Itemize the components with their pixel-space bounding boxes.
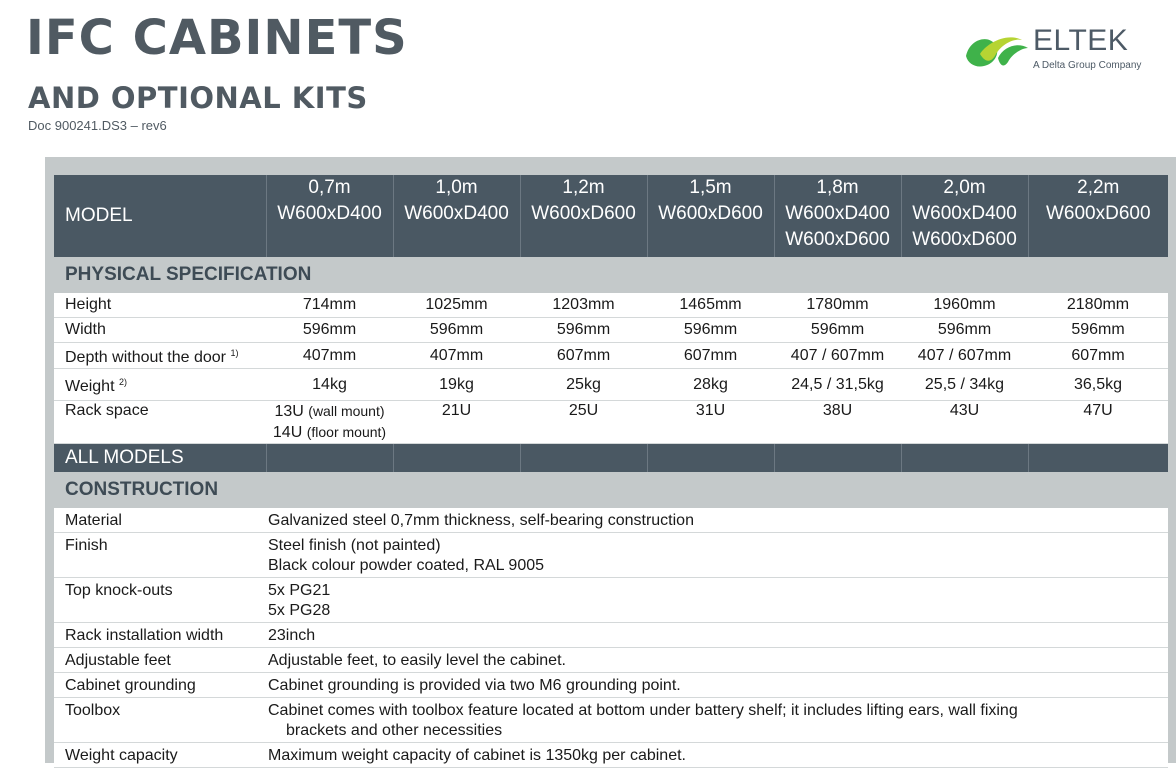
cell: 1025mm: [393, 293, 520, 318]
cell: 714mm: [266, 293, 393, 318]
cell: 36,5kg: [1028, 369, 1168, 401]
cell-line: 23inch: [268, 627, 316, 644]
logo-brand-text: ELTEK: [1033, 24, 1129, 57]
cell: 596mm: [393, 318, 520, 343]
cell: 25,5 / 34kg: [901, 369, 1028, 401]
cell-line: brackets and other necessities: [286, 722, 503, 739]
eltek-logo: [962, 24, 1162, 74]
table-row: [54, 508, 1168, 533]
cell: [266, 508, 1168, 533]
all-models-row: [54, 444, 1168, 473]
model-label: MODEL: [54, 175, 266, 257]
cell: 407 / 607mm: [774, 343, 901, 369]
empty-cell: [520, 444, 647, 473]
cell: 25U: [520, 401, 647, 444]
model-dims: W600xD400: [785, 203, 890, 224]
model-col: [774, 175, 901, 257]
model-dims: W600xD600: [531, 203, 636, 224]
cell: [266, 623, 1168, 648]
footnote-marker: 2): [118, 377, 127, 387]
cell: 607mm: [647, 343, 774, 369]
cell: 19kg: [393, 369, 520, 401]
model-dims: W600xD400: [277, 203, 382, 224]
model-col: [520, 175, 647, 257]
table-row: [54, 318, 1168, 343]
cell-line: Maximum weight capacity of cabinet is 1350kg per cabinet.: [268, 747, 686, 764]
cell: 28kg: [647, 369, 774, 401]
row-label: Adjustable feet: [54, 648, 266, 673]
logo-tagline: A Delta Group Company: [1033, 60, 1142, 71]
cell: 1203mm: [520, 293, 647, 318]
empty-cell: [393, 444, 520, 473]
cell: 1960mm: [901, 293, 1028, 318]
model-col: [1028, 175, 1168, 257]
cell: 43U: [901, 401, 1028, 444]
empty-cell: [647, 444, 774, 473]
row-label-cell: [54, 343, 266, 369]
cell: [266, 673, 1168, 698]
table-row: [54, 673, 1168, 698]
table-row: [54, 578, 1168, 623]
model-size: 1,2m: [562, 177, 605, 198]
cell: 607mm: [520, 343, 647, 369]
cell: 38U: [774, 401, 901, 444]
cell-line: 5x PG28: [268, 602, 331, 619]
model-dims: W600xD400: [912, 203, 1017, 224]
cell: 1465mm: [647, 293, 774, 318]
model-dims: W600xD600: [658, 203, 763, 224]
cell-line: Cabinet grounding is provided via two M6 grounding point.: [268, 677, 681, 694]
model-col: [901, 175, 1028, 257]
row-label: Material: [54, 508, 266, 533]
spec-table: [54, 175, 1168, 768]
model-size: 2,2m: [1077, 177, 1120, 198]
table-row: [54, 623, 1168, 648]
model-dims: W600xD600: [912, 229, 1017, 250]
table-row: [54, 743, 1168, 768]
rack-note: (wall mount): [308, 403, 385, 419]
model-size: 1,5m: [689, 177, 732, 198]
cell: 21U: [393, 401, 520, 444]
cell: 31U: [647, 401, 774, 444]
empty-cell: [1028, 444, 1168, 473]
cell: [266, 401, 393, 444]
cell-line: Cabinet comes with toolbox feature located at bottom under battery shelf; it includes lifting ears, wall fixing: [268, 702, 1018, 719]
row-label: Cabinet grounding: [54, 673, 266, 698]
cell-line: Black colour powder coated, RAL 9005: [268, 557, 545, 574]
cell: 596mm: [1028, 318, 1168, 343]
cell: [266, 533, 1168, 578]
row-label: Finish: [54, 533, 266, 578]
cell: 2180mm: [1028, 293, 1168, 318]
model-dims: W600xD400: [404, 203, 509, 224]
cell: 596mm: [774, 318, 901, 343]
table-row: [54, 533, 1168, 578]
row-label: Rack installation width: [54, 623, 266, 648]
row-label: Weight: [65, 378, 115, 395]
empty-cell: [266, 444, 393, 473]
cell: [266, 578, 1168, 623]
table-row: [54, 698, 1168, 743]
cell: 407 / 607mm: [901, 343, 1028, 369]
table-row: [54, 343, 1168, 369]
rack-line: [266, 422, 393, 443]
physical-section-title: PHYSICAL SPECIFICATION: [54, 257, 1168, 293]
cell-line: Steel finish (not painted): [268, 537, 441, 554]
row-label: Top knock-outs: [54, 578, 266, 623]
model-dims: W600xD600: [1045, 203, 1151, 224]
model-size: 1,0m: [435, 177, 478, 198]
rack-value: 14U: [272, 424, 303, 441]
rack-line: [266, 401, 393, 422]
eltek-swirl-icon: [962, 24, 1032, 74]
model-size: 1,8m: [816, 177, 859, 198]
cell: 24,5 / 31,5kg: [774, 369, 901, 401]
cell: 407mm: [393, 343, 520, 369]
row-label: Rack space: [54, 401, 266, 444]
rack-value: 13U: [274, 403, 304, 420]
cell: 1780mm: [774, 293, 901, 318]
model-col: [266, 175, 393, 257]
table-row: [54, 401, 1168, 444]
cell: [266, 698, 1168, 743]
doc-reference: Doc 900241.DS3 – rev6: [28, 118, 167, 133]
physical-section-header: [54, 257, 1168, 293]
cell: 14kg: [266, 369, 393, 401]
row-label: Depth without the door: [65, 349, 226, 366]
model-header-row: [54, 175, 1168, 257]
cell: 596mm: [266, 318, 393, 343]
cell: 47U: [1028, 401, 1168, 444]
cell: 407mm: [266, 343, 393, 369]
row-label: Height: [54, 293, 266, 318]
cell-line: Galvanized steel 0,7mm thickness, self-bearing construction: [268, 512, 694, 529]
row-label-cell: [54, 369, 266, 401]
empty-cell: [901, 444, 1028, 473]
model-col: [393, 175, 520, 257]
rack-note: (floor mount): [306, 424, 387, 440]
footnote-marker: 1): [230, 348, 239, 358]
row-label: Width: [54, 318, 266, 343]
cell: 607mm: [1028, 343, 1168, 369]
empty-cell: [774, 444, 901, 473]
cell: 596mm: [647, 318, 774, 343]
construction-section-header: [54, 472, 1168, 508]
cell-line: 5x PG21: [268, 582, 331, 599]
row-label: Toolbox: [54, 698, 266, 743]
model-dims: W600xD600: [785, 229, 890, 250]
cell-line: Adjustable feet, to easily level the cabinet.: [268, 652, 566, 669]
row-label: Weight capacity: [54, 743, 266, 768]
cell: 596mm: [901, 318, 1028, 343]
all-models-label: ALL MODELS: [54, 444, 266, 473]
table-row: [54, 369, 1168, 401]
page-subtitle: AND OPTIONAL KITS: [28, 81, 368, 115]
construction-section-title: CONSTRUCTION: [54, 472, 1168, 508]
cell: 596mm: [520, 318, 647, 343]
model-col: [647, 175, 774, 257]
table-row: [54, 648, 1168, 673]
model-size: 0,7m: [308, 177, 351, 198]
cell: [266, 648, 1168, 673]
cell-line-indent: [268, 721, 1168, 741]
page-title: IFC CABINETS: [26, 10, 408, 66]
cell: 25kg: [520, 369, 647, 401]
cell: [266, 743, 1168, 768]
model-size: 2,0m: [943, 177, 986, 198]
table-row: [54, 293, 1168, 318]
